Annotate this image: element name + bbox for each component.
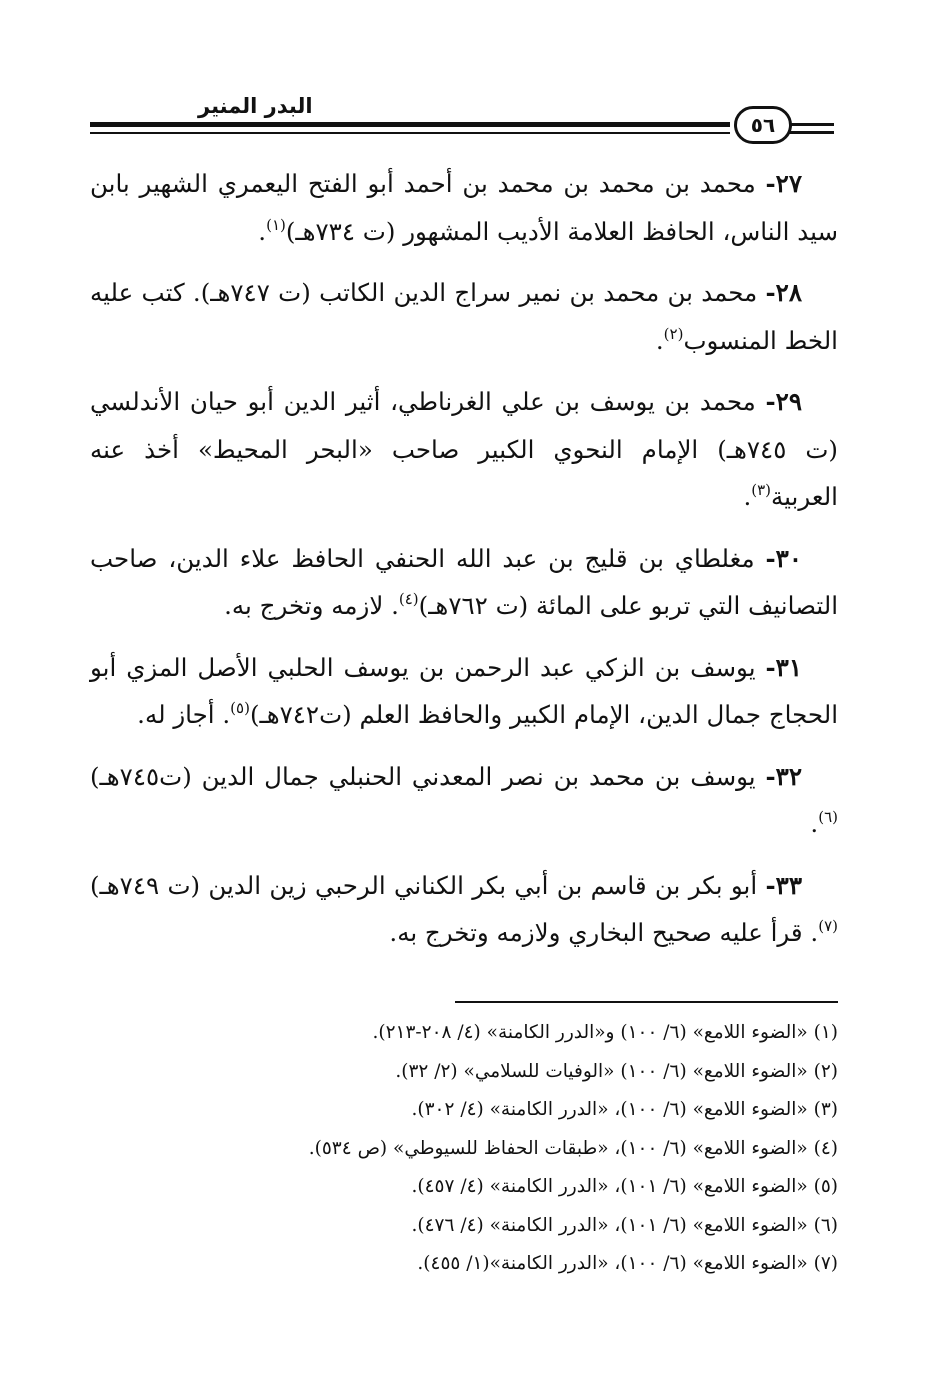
- entry-tail: .: [810, 809, 819, 838]
- entry-text: يوسف بن محمد بن نصر المعدني الحنبلي جمال الدين (ت٧٤٥هـ): [90, 761, 766, 791]
- header-rule-right-upper: [788, 123, 834, 126]
- footnote-3: (٣) «الضوء اللامع» (٦/ ١٠٠)، «الدرر الكامنة» (٤/ ٣٠٢).: [411, 1099, 838, 1120]
- footnote-5: (٥) «الضوء اللامع» (٦/ ١٠١)، «الدرر الكامنة» (٤/ ٤٥٧).: [411, 1176, 838, 1197]
- entry-text: محمد بن محمد بن نمير سراج الدين الكاتب (ت ٧٤٧هـ). كتب عليه الخط المنسوب: [90, 278, 838, 355]
- entry-number: ٣٣-: [765, 870, 802, 900]
- entry-text: أبو بكر بن قاسم بن أبي بكر الكناني الرحبي زين الدين (ت ٧٤٩هـ): [90, 870, 766, 900]
- entry-number: ٢٨-: [765, 278, 802, 307]
- entry-text: محمد بن يوسف بن علي الغرناطي، أثير الدين أبو حيان الأندلسي (ت ٧٤٥هـ) الإمام النحوي الكبير صاحب «البحر المحيط» أخذ عنه العربية: [90, 387, 838, 511]
- entry-33: [90, 862, 838, 957]
- footnote-ref[interactable]: (٧): [818, 917, 838, 935]
- footnote-ref[interactable]: (٣): [751, 481, 772, 499]
- main-text: [90, 160, 838, 971]
- header-rule-thin: [90, 132, 730, 134]
- entry-tail: .: [743, 482, 752, 511]
- footnote-2: (٢) «الضوء اللامع» (٦/ ١٠٠) «الوفيات للسلامي» (٢/ ٣٢).: [395, 1060, 838, 1082]
- entry-number: ٣١-: [765, 652, 802, 682]
- header-rule-thick: [90, 122, 730, 127]
- running-title: البدر المنير: [198, 94, 313, 118]
- entry-tail: . قرأ عليه صحيح البخاري ولازمه وتخرج به.: [389, 918, 819, 947]
- entry-29: [90, 378, 838, 521]
- entry-tail: .: [258, 216, 267, 246]
- entry-32: [90, 753, 838, 848]
- footnote-ref[interactable]: (٥): [230, 699, 250, 717]
- header-rule-right-lower: [788, 131, 834, 134]
- entry-number: ٢٧-: [765, 169, 802, 198]
- footnote-ref[interactable]: (١): [266, 215, 286, 234]
- entry-tail: .: [655, 325, 664, 355]
- footnote-ref[interactable]: (٦): [818, 808, 838, 826]
- entry-31: [90, 644, 838, 739]
- entry-number: ٣٠-: [765, 543, 802, 573]
- footnote-6: (٦) «الضوء اللامع» (٦/ ١٠١)، «الدرر الكامنة» (٤/ ٤٧٦).: [411, 1214, 838, 1236]
- entry-28: [90, 269, 838, 364]
- footnote-7: (٧) «الضوء اللامع» (٦/ ١٠٠)، «الدرر الكامنة»(١/ ٤٥٥).: [417, 1253, 838, 1274]
- footnote-4: (٤) «الضوء اللامع» (٦/ ١٠٠)، «طبقات الحفاظ للسيوطي» (ص ٥٣٤).: [308, 1137, 838, 1159]
- footnote-separator: [455, 1001, 838, 1003]
- footnote-1: (١) «الضوء اللامع» (٦/ ١٠٠) و«الدرر الكامنة» (٤/ ٢٠٨-٢١٣).: [372, 1022, 838, 1043]
- entry-text: مغلطاي بن قليج بن عبد الله الحنفي الحافظ علاء الدين، صاحب التصانيف التي تربو على المائة (ت ٧٦٢هـ): [90, 543, 838, 620]
- page-number: ٥٦: [734, 106, 792, 144]
- footnote-ref[interactable]: (٤): [398, 590, 419, 608]
- entry-tail: . لازمه وتخرج به.: [224, 591, 399, 620]
- footnotes: [150, 1014, 838, 1284]
- page-header: [88, 92, 838, 152]
- entry-27: [90, 160, 838, 255]
- entry-number: ٢٩-: [765, 387, 802, 416]
- entry-text: يوسف بن الزكي عبد الرحمن بن يوسف الحلبي الأصل المزي أبو الحجاج جمال الدين، الإمام الكبير والحافظ العلم (ت٧٤٢هـ): [90, 652, 838, 729]
- entry-text: محمد بن محمد بن محمد بن أحمد أبو الفتح اليعمري الشهير بابن سيد الناس، الحافظ العلامة الأديب المشهور (ت ٧٣٤هـ): [90, 169, 838, 246]
- footnote-ref[interactable]: (٢): [663, 324, 684, 343]
- entry-number: ٣٢-: [765, 761, 802, 791]
- entry-tail: . أجاز له.: [137, 700, 231, 729]
- entry-30: [90, 535, 838, 630]
